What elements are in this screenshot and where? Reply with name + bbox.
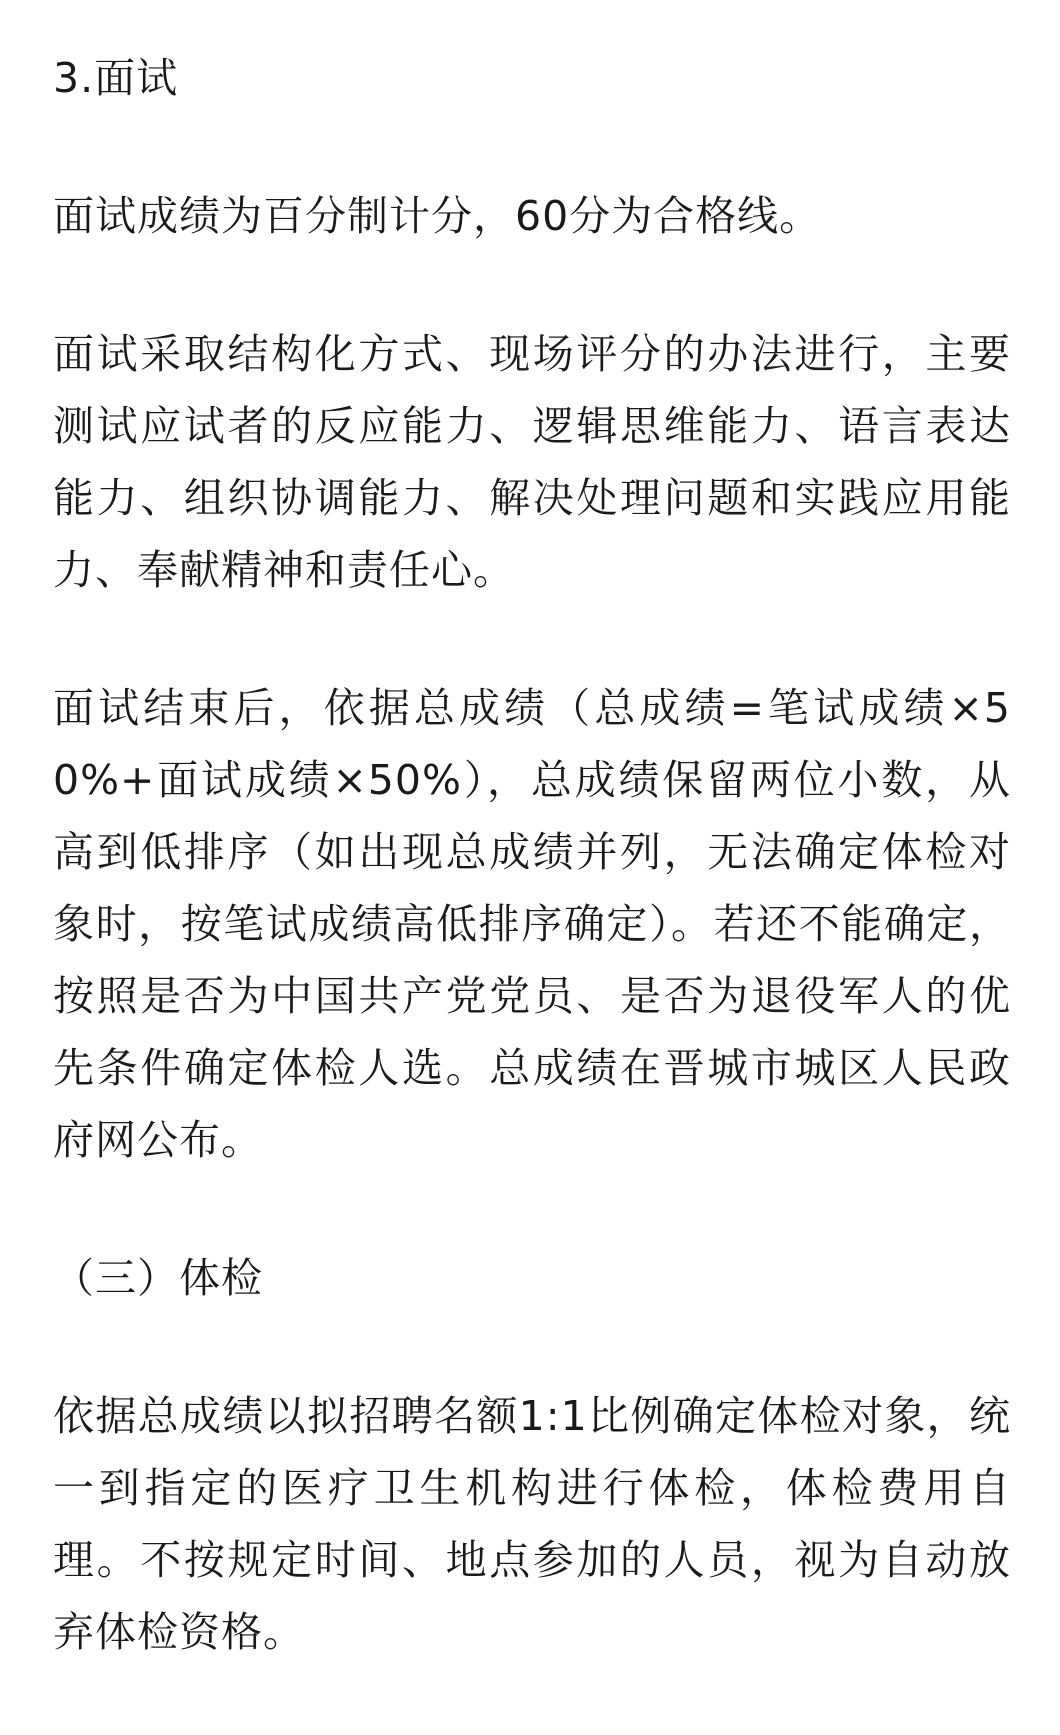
paragraph-physical-exam: 依据总成绩以拟招聘名额1:1比例确定体检对象，统一到指定的医疗卫生机构进行体检，体检费用自理。不按规定时间、地点参加的人员，视为自动放弃体检资格。 [53, 1392, 1011, 1656]
section-heading-physical-exam: （三）体检 [53, 1254, 263, 1302]
article-body [53, 42, 1011, 1668]
paragraph-interview-method: 面试采取结构化方式、现场评分的办法进行，主要测试应试者的反应能力、逻辑思维能力、语言表达能力、组织协调能力、解决处理问题和实践应用能力、奉献精神和责任心。 [53, 330, 1011, 594]
paragraph-interview-score: 面试成绩为百分制计分，60分为合格线。 [53, 192, 822, 240]
section-heading-interview: 3.面试 [53, 54, 179, 102]
paragraph-total-score: 面试结束后，依据总成绩（总成绩=笔试成绩×50%+面试成绩×50%），总成绩保留两位小数，从高到低排序（如出现总成绩并列，无法确定体检对象时，按笔试成绩高低排序确定）。若还不能确定，按照是否为中国共产党党员、是否为退役军人的优先条件确定体检人选。总成绩在晋城市城区人民政府网公布。 [53, 684, 1011, 1164]
